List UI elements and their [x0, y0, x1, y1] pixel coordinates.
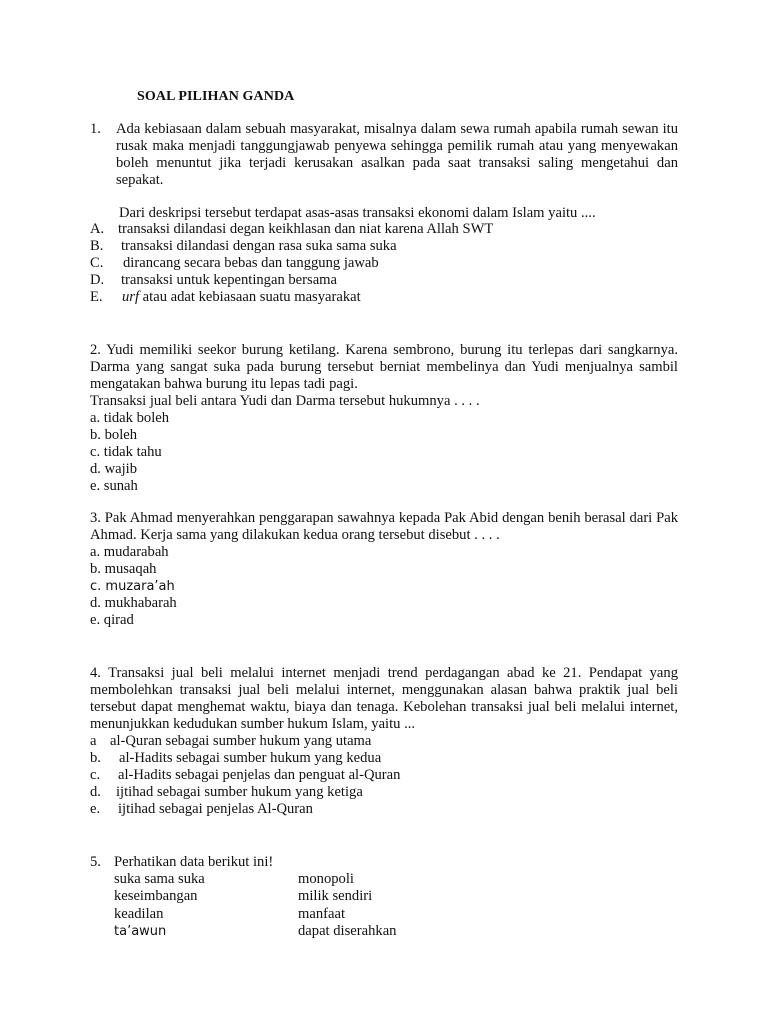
option[interactable]: c. tidak tahu	[90, 444, 162, 460]
option[interactable]: d. ijtihad sebagai sumber hukum yang ketiga	[90, 784, 363, 800]
question-3	[90, 510, 678, 629]
option[interactable]: a. mudarabah	[90, 544, 169, 560]
question-1	[90, 121, 678, 189]
option[interactable]: b. boleh	[90, 427, 138, 443]
data-item-left: keadilan	[114, 905, 164, 922]
question-2-text: 2. Yudi memiliki seekor burung ketilang. Karena sembrono, burung itu terlepas dari sangkarnya. Darma yang sangat suka pada burung tersebut berniat membelinya dan Yudi menjualnya sambil mengatakan bahwa burung itu lepas tadi pagi.	[90, 342, 678, 392]
option[interactable]: a. tidak boleh	[90, 410, 170, 426]
question-2	[90, 342, 678, 495]
option[interactable]: c. muzara’ah	[90, 579, 175, 594]
option[interactable]: B. transaksi dilandasi dengan rasa suka sama suka	[90, 238, 397, 254]
data-item-left: suka sama suka	[114, 871, 205, 887]
option[interactable]: b. musaqah	[90, 561, 157, 577]
option[interactable]: e. sunah	[90, 478, 138, 494]
question-2-prompt: Transaksi jual beli antara Yudi dan Darma tersebut hukumnya . . . .	[90, 393, 480, 409]
option[interactable]: E. urf atau adat kebiasaan suatu masyarakat	[90, 289, 361, 305]
question-1-text: Ada kebiasaan dalam sebuah masyarakat, misalnya dalam sewa rumah apabila rumah sewan itu rusak maka menjadi tanggungjawab penyewa sehingga pemilik rumah atau yang menyewakan boleh menuntut jika terjadi kerusakan asalkan pada saat transaksi saling mengetahui dan sepakat.	[116, 121, 678, 188]
data-item-right: manfaat	[298, 905, 345, 922]
option[interactable]: A. transaksi dilandasi degan keikhlasan dan niat karena Allah SWT	[90, 221, 494, 237]
option[interactable]: d. wajib	[90, 461, 138, 477]
question-4	[90, 665, 678, 818]
page-title: SOAL PILIHAN GANDA	[137, 89, 295, 104]
question-5-number: 5.	[90, 854, 101, 870]
option[interactable]: d. mukhabarah	[90, 595, 177, 611]
data-item-left: ta’awun	[114, 923, 167, 939]
option[interactable]: b. al-Hadits sebagai sumber hukum yang kedua	[90, 750, 382, 766]
option[interactable]: a al-Quran sebagai sumber hukum yang utama	[90, 733, 372, 749]
data-list	[114, 871, 498, 940]
question-3-text: 3. Pak Ahmad menyerahkan penggarapan sawahnya kepada Pak Abid dengan benih berasal dari Pak Ahmad. Kerja sama yang dilakukan kedua orang tersebut disebut . . . .	[90, 510, 678, 543]
question-1-number: 1.	[90, 121, 101, 137]
option[interactable]: C. dirancang secara bebas dan tanggung jawab	[90, 255, 379, 271]
data-item-right: monopoli	[298, 871, 354, 887]
option[interactable]: D. transaksi untuk kepentingan bersama	[90, 272, 338, 288]
data-item-left: keseimbangan	[114, 888, 198, 905]
option[interactable]: e. ijtihad sebagai penjelas Al-Quran	[90, 801, 313, 817]
question-5-text: Perhatikan data berikut ini!	[114, 854, 274, 870]
question-1-options	[90, 221, 678, 306]
data-item-right: milik sendiri	[298, 888, 373, 905]
option[interactable]: e. qirad	[90, 612, 134, 628]
data-item-right: dapat diserahkan	[298, 922, 397, 939]
question-4-text: 4. Transaksi jual beli melalui internet menjadi trend perdagangan abad ke 21. Pendapat yang membolehkan transaksi jual beli melalui internet, menggunakan alasan bahwa praktik jual beli tersebut dapat menghemat waktu, biaya dan tenaga. Kebolehan transaksi jual beli melalui internet, menunjukkan kedudukan sumber hukum Islam, yaitu ...	[90, 665, 678, 732]
question-1-prompt: Dari deskripsi tersebut terdapat asas-asas transaksi ekonomi dalam Islam yaitu ....	[119, 205, 596, 221]
option[interactable]: c. al-Hadits sebagai penjelas dan penguat al-Quran	[90, 767, 401, 783]
question-5	[90, 854, 678, 871]
